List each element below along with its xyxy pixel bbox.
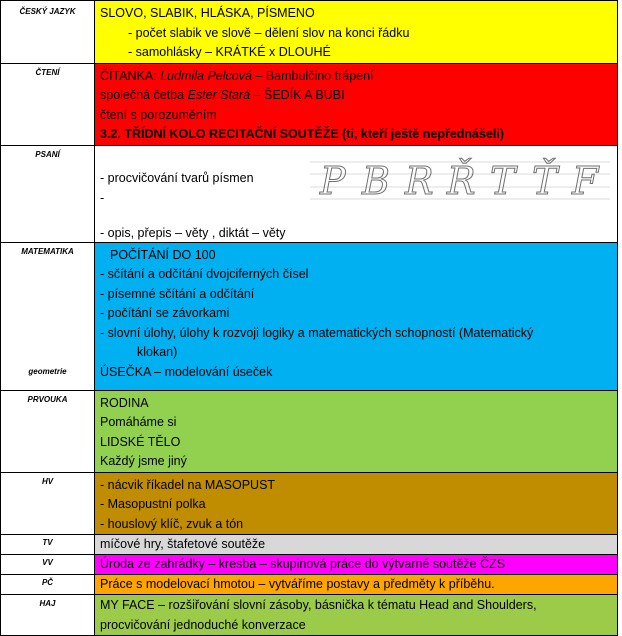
row-prvouka bbox=[1, 390, 618, 472]
content-line: MY FACE – rozšiřování slovní zásoby, básnička k tématu Head and Shoulders, bbox=[100, 598, 537, 612]
content-line: RODINA bbox=[100, 395, 149, 410]
cursive-letter: Ť bbox=[532, 158, 558, 202]
subject-cell bbox=[1, 555, 95, 575]
content-line: - Masopustní polka bbox=[100, 497, 206, 511]
row-cteni bbox=[1, 63, 618, 145]
cursive-letter: T bbox=[490, 158, 516, 202]
content-line: - opis, přepis – věty , diktát – věty bbox=[100, 225, 286, 240]
subject-label: HAJ bbox=[39, 599, 56, 608]
content-line: Každý jsme jiný bbox=[100, 454, 187, 468]
cursive-letter: Ř bbox=[447, 158, 476, 202]
cursive-letter: B bbox=[362, 158, 390, 202]
subject-cell bbox=[1, 472, 95, 535]
cursive-letter: F bbox=[572, 158, 599, 202]
row-hv bbox=[1, 472, 618, 535]
subject-cell bbox=[1, 242, 95, 390]
content-line: Pomáháme si bbox=[100, 415, 177, 429]
content-cell: Úroda ze zahrádky – kresba – skupinová práce do výtvarné soutěže ČZS bbox=[95, 555, 618, 575]
content-cell bbox=[95, 145, 618, 242]
subject-label: ČESKÝ JAZYK bbox=[19, 7, 76, 16]
content-line: LIDSKÉ TĚLO bbox=[100, 434, 181, 449]
subject-label: MATEMATIKA bbox=[21, 246, 74, 256]
author-name: Ludmila Pelcová bbox=[160, 68, 252, 83]
row-tv bbox=[1, 535, 618, 555]
subject-label: HV bbox=[41, 476, 54, 486]
subject-label: PSANÍ bbox=[35, 149, 60, 159]
content-line-bold: 3.2. TŘÍDNÍ KOLO RECITAČNÍ SOUTĚŽE (ti, kteří ještě nepřednášeli) bbox=[100, 127, 505, 141]
subject-label: ČTENÍ bbox=[35, 67, 60, 77]
content-line: - houslový klíč, zvuk a tón bbox=[100, 516, 244, 531]
content-line: - bbox=[100, 190, 105, 205]
subject-label: PČ bbox=[41, 578, 54, 587]
cursive-letters-image bbox=[310, 154, 610, 202]
subject-label: VV bbox=[42, 558, 53, 567]
content-line: - samohlásky – KRÁTKÉ x DLOUHÉ bbox=[128, 45, 331, 59]
content-cell: míčové hry, štafetové soutěže bbox=[95, 535, 618, 555]
reading-book-label: ČÍTANKA: bbox=[100, 68, 161, 83]
content-cell: Práce s modelovací hmotou – vytváříme postavy a předměty k příběhu. bbox=[95, 575, 618, 595]
row-vv bbox=[1, 555, 618, 575]
subject-cell bbox=[1, 595, 95, 636]
subject-cell bbox=[1, 575, 95, 595]
shared-reading-label: společná četba bbox=[100, 88, 188, 102]
book-title: – ŠEDÍK A BUBI bbox=[250, 88, 345, 102]
subject-sublabel: geometrie bbox=[28, 366, 67, 376]
author-name: Ester Stará bbox=[187, 88, 251, 102]
content-line: - počítání se závorkami bbox=[100, 306, 230, 320]
subject-cell bbox=[1, 63, 95, 145]
content-cell bbox=[95, 595, 618, 636]
content-line: procvičování jednoduché konverzace bbox=[100, 617, 306, 632]
content-line: - písemné sčítání a odčítání bbox=[100, 286, 255, 301]
content-line: - sčítání a odčítání dvojciferných čísel bbox=[100, 267, 309, 281]
cursive-letter: P bbox=[320, 158, 346, 202]
content-line: ÚSEČKA – modelování úseček bbox=[100, 364, 273, 379]
content-line bbox=[100, 86, 617, 106]
content-line: POČÍTÁNÍ DO 100 bbox=[110, 247, 216, 262]
book-title: – Bambulčino trápení bbox=[251, 68, 374, 83]
row-haj bbox=[1, 595, 618, 636]
row-cesky-jazyk bbox=[1, 1, 618, 64]
subject-label: PRVOUKA bbox=[27, 394, 68, 404]
row-matematika bbox=[1, 242, 618, 390]
content-cell bbox=[95, 1, 618, 64]
subject-cell bbox=[1, 145, 95, 242]
content-cell bbox=[95, 242, 618, 390]
content-line: - nácvik říkadel na MASOPUST bbox=[100, 477, 276, 492]
content-line: - počet slabik ve slově – dělení slov na konci řádku bbox=[128, 25, 410, 40]
content-line: SLOVO, SLABIK, HLÁSKA, PÍSMENO bbox=[100, 6, 315, 20]
content-line: klokan) bbox=[137, 345, 178, 359]
content-cell bbox=[95, 63, 618, 145]
subject-cell bbox=[1, 535, 95, 555]
content-line: - slovní úlohy, úlohy k rozvoji logiky a matematických schopností (Matematický bbox=[100, 325, 534, 340]
cursive-letter: R bbox=[405, 158, 434, 202]
subject-cell bbox=[1, 390, 95, 472]
content-line bbox=[100, 67, 617, 87]
content-line: čtení s porozuměním bbox=[100, 107, 217, 122]
content-line: - procvičování tvarů písmen bbox=[100, 170, 254, 185]
row-psani bbox=[1, 145, 618, 242]
row-pc bbox=[1, 575, 618, 595]
content-cell bbox=[95, 472, 618, 535]
subject-cell bbox=[1, 1, 95, 64]
subject-label: TV bbox=[42, 538, 53, 547]
content-cell bbox=[95, 390, 618, 472]
